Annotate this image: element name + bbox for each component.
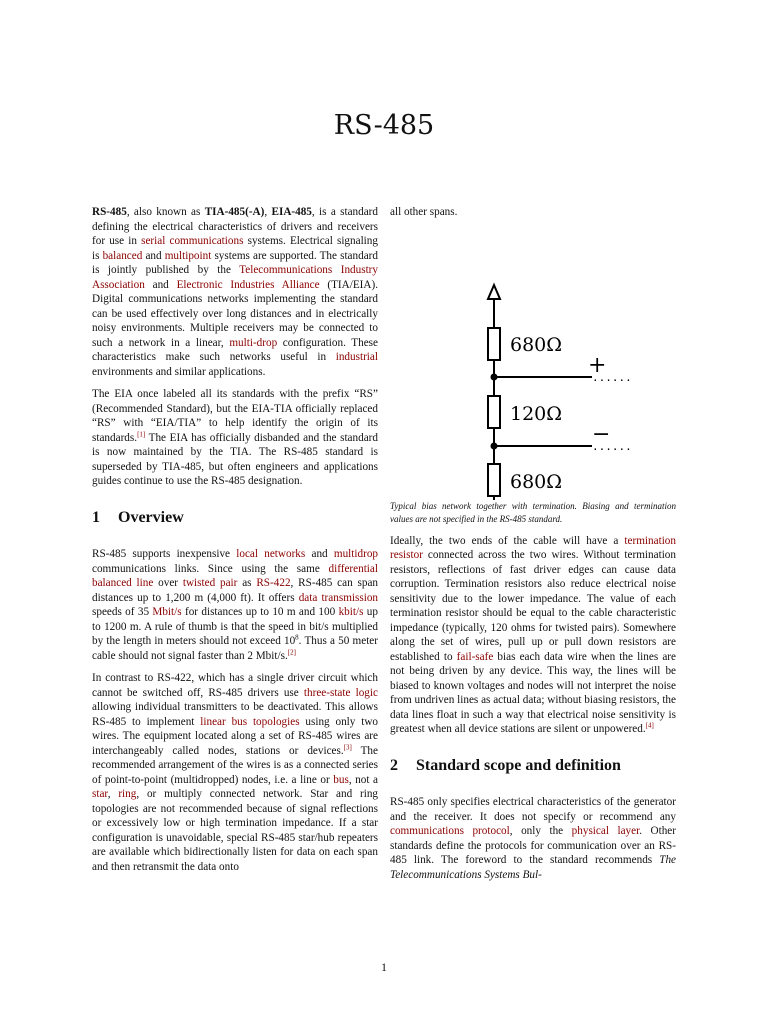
- history-paragraph: The EIA once labeled all its standards with the prefix “RS” (Recommended Standard), but the EIA-TIA officially replaced “RS” with “EIA/TIA” to help identify the origin of its standards.[1] The EIA has officially disbanded and the standard is now maintained by the TIA. The RS-485 standard is superseded by TIA-485, but often engineers and applications guides continue to use the RS-485 designation.: [92, 388, 378, 487]
- link-communications-protocol[interactable]: communications protocol: [390, 825, 510, 837]
- resistor-bottom-label: 680Ω: [510, 470, 563, 493]
- citation-1[interactable]: [1]: [137, 429, 146, 438]
- resistor-bottom: [488, 464, 500, 496]
- link-local-networks[interactable]: local networks: [236, 548, 306, 560]
- link-balanced[interactable]: balanced: [102, 249, 143, 262]
- page-number: 1: [381, 960, 387, 974]
- resistor-termination-label: 120Ω: [510, 402, 563, 425]
- link-mbit[interactable]: Mbit/s: [152, 606, 182, 618]
- section-heading-overview: 1 Overview: [92, 508, 184, 526]
- link-kbit[interactable]: kbit/s: [338, 606, 364, 618]
- link-physical-layer[interactable]: physical layer: [571, 825, 640, 837]
- link-differential-balanced-line[interactable]: differential balanced line: [92, 562, 378, 589]
- resistor-top: [488, 328, 500, 360]
- minus-sign: −: [592, 421, 611, 447]
- link-rs-422[interactable]: RS-422: [256, 577, 291, 589]
- link-data-transmission[interactable]: data transmission: [298, 591, 379, 604]
- continuation-text: all other spans.: [390, 206, 458, 218]
- termination-paragraph: Ideally, the two ends of the cable will have a termination resistor connected across the two wires. Without termination resistors, reflections of fast driver edges can cause data corruption. Termination resistors also reduce electrical noise sensitivity due to the lower impedance. The value of each termination resistor should be equal to the cable characteristic impedance (typically, 120 ohms for twisted pairs). Somewhere along the set of wires, pull up or pull down resistors are established to fail-safe bias each data wire when the lines are not being driven by any device. This way, the lines will be biased to known voltages and nodes will not interpret the noise from undriven lines as actual data; without biasing resistors, the data lines float in such a way that electrical noise sensitivity is greatest when all device stations are silent or unpowered.[4]: [390, 534, 676, 735]
- minus-dots: ......: [592, 439, 632, 453]
- link-linear-bus-topologies[interactable]: linear bus topologies: [200, 715, 300, 728]
- link-multi-drop[interactable]: multi-drop: [229, 336, 278, 349]
- plus-sign: +: [588, 352, 607, 378]
- section-heading-scope: 2 Standard scope and definition: [390, 756, 621, 774]
- link-star[interactable]: star: [92, 788, 108, 800]
- topology-paragraph: In contrast to RS-422, which has a single driver circuit which cannot be switched off, RS-485 drivers use three-state logic allowing individual transmitters to be deactivated. This allows RS-485 to implement linear bus topologies using only two wires. The equipment located along a set of RS-485 wires are interchangeably called nodes, stations or devices.[3] The recommended arrangement of the wires is as a connected series of point-to-point (multidropped) nodes, i.e. a line or bus, not a star, ring, or multiply connected network. Star and ring topologies are not recommended because of signal reflections or excessively low or high termination impedance. If a star configuration is unavoidable, special RS-485 star/hub repeaters are available which bidirectionally listen for data on each span and then retransmit the data onto: [92, 672, 379, 873]
- citation-4[interactable]: [4]: [645, 721, 654, 730]
- resistor-termination: [488, 396, 500, 428]
- link-eia[interactable]: Electronic Industries Alliance: [176, 278, 320, 291]
- figure-caption: Typical bias network together with termination. Biasing and termination values are not specified in the RS-485 standard.: [390, 500, 676, 524]
- right-column: [390, 205, 676, 890]
- citation-3[interactable]: [3]: [343, 742, 352, 751]
- resistor-top-label: 680Ω: [510, 333, 563, 356]
- supply-arrow-icon: [488, 285, 500, 299]
- bias-network-diagram: [420, 250, 640, 500]
- citation-2[interactable]: [2]: [287, 647, 296, 656]
- overview-paragraph: RS-485 supports inexpensive local networks and multidrop communications links. Since using the same differential balanced line over twisted pair as RS-422, RS-485 can span distances up to 1,200 m (4,000 ft). It offers data transmission speeds of 35 Mbit/s for distances up to 10 m and 100 kbit/s up to 1200 m. A rule of thumb is that the speed in bit/s multiplied by the length in meters should not exceed $10^8$. Thus a 50 meter cable should not signal faster than 2 Mbit/s.[2]: [92, 548, 379, 662]
- plus-dots: ......: [592, 370, 632, 384]
- link-multidrop[interactable]: multidrop: [333, 548, 379, 560]
- link-industrial[interactable]: industrial: [335, 351, 378, 363]
- link-fail-safe[interactable]: fail-safe: [456, 650, 494, 663]
- intro-paragraph: RS-485, also known as TIA-485(-A), EIA-485, is a standard defining the electrical characteristics of drivers and receivers for use in serial communications systems. Electrical signaling is balanced and multipoint systems are supported. The standard is jointly published by the Telecommunications Industry Association and Electronic Industries Alliance (TIA/EIA). Digital communications networks implementing the standard can be used effectively over long distances and in electrically noisy environments. Multiple receivers may be connected to such a network in a linear, multi-drop configuration. These characteristics make such networks useful in industrial environments and similar applications.: [92, 206, 379, 378]
- link-ring[interactable]: ring: [118, 788, 137, 800]
- link-multipoint[interactable]: multipoint: [164, 249, 212, 262]
- scope-paragraph: RS-485 only specifies electrical characteristics of the generator and the receiver. It does not specify or recommend any communications protocol, only the physical layer. Other standards define the protocols for communication over an RS-485 link. The foreword to the standard recommends The Telecommunications Systems Bul-: [390, 796, 676, 881]
- link-twisted-pair[interactable]: twisted pair: [182, 577, 238, 589]
- left-column: [92, 205, 378, 882]
- link-termination-resistor[interactable]: termination resistor: [390, 534, 676, 561]
- link-bus[interactable]: bus: [333, 773, 349, 786]
- link-three-state-logic[interactable]: three-state logic: [303, 686, 378, 699]
- page-title: RS-485: [333, 110, 435, 141]
- link-tia[interactable]: Telecommunications Industry Association: [92, 264, 379, 291]
- link-serial-communications[interactable]: serial communications: [141, 235, 244, 247]
